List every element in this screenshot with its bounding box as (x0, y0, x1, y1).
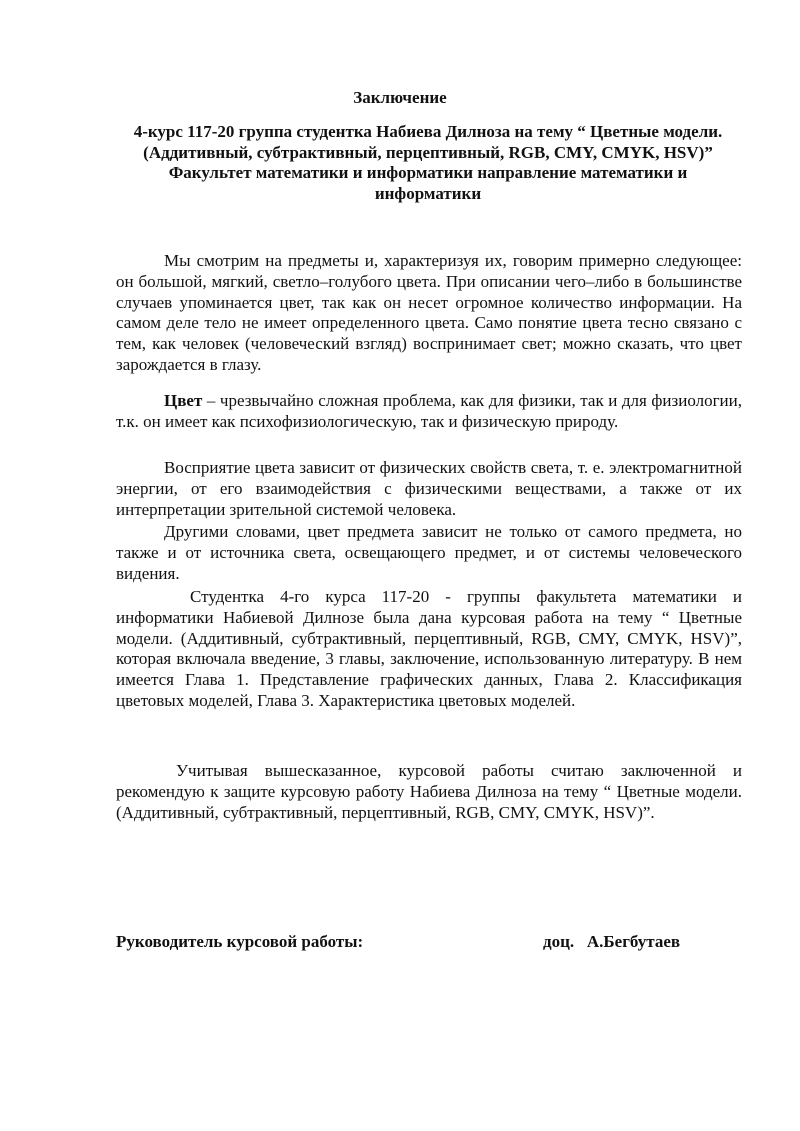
paragraph-intro: Мы смотрим на предметы и, характеризуя их, говорим примерно следующее: он большой, мягкий, светло–голубого цвета. При описании чего–либо в большинстве случаев упоминается цвет, так как он несет огромное количество информации. На самом деле тело не имеет определенного цвета. Само понятие цвета тесно связано с тем, как человек (человеческий взгляд) воспринимает свет; можно сказать, что цвет зарождается в глазу. (116, 251, 742, 374)
paragraph-color-dependence: Другими словами, цвет предмета зависит не только от самого предмета, но также и от источника света, освещающего предмет, и от системы человеческого видения. (116, 522, 742, 583)
paragraph-color-definition-text: – чрезвычайно сложная проблема, как для физики, так и для физиологии, т.к. он имеет как психофизиологическую, так и физическую природу. (116, 391, 742, 431)
paragraph-coursework-summary: Студентка 4-го курса 117-20 - группы факультета математики и информатики Набиевой Дилнозе была дана курсовая работа на тему “ Цветные модели. (Аддитивный, субтрактивный, перцептивный, RGB, CMY, CMYK, HSV)”, которая включала введение, 3 главы, заключение, использованную литературу. В нем имеется Глава 1. Представление графических данных, Глава 2. Классификация цветовых моделей, Глава 3. Характеристика цветовых моделей. (116, 587, 742, 710)
paragraph-color-perception: Восприятие цвета зависит от физических свойств света, т. е. электромагнитной энергии, от его взаимодействия с физическими веществами, а также от их интерпретации зрительной системой человека. (116, 458, 742, 519)
signature-line (116, 932, 716, 956)
document-title: Заключение (353, 88, 447, 107)
document-subtitle: 4-курс 117-20 группа студентка Набиева Дилноза на тему “ Цветные модели. (Аддитивный, субтрактивный, перцептивный, RGB, CMY, CMYK, HSV)” Факультет математики и информатики направление математики и информатики (133, 122, 723, 203)
paragraph-recommendation: Учитывая вышесказанное, курсовой работы считаю заключенной и рекомендую к защите курсовую работу Набиева Дилноза на тему “ Цветные модели. (Аддитивный, субтрактивный, перцептивный, RGB, CMY, CMYK, HSV)”. (116, 761, 742, 822)
supervisor-name: доц. А.Бегбутаев (543, 932, 681, 951)
paragraph-lead-term: Цвет (164, 391, 203, 410)
supervisor-role: Руководитель курсовой работы: (116, 932, 364, 951)
paragraph-color-definition (116, 391, 742, 433)
